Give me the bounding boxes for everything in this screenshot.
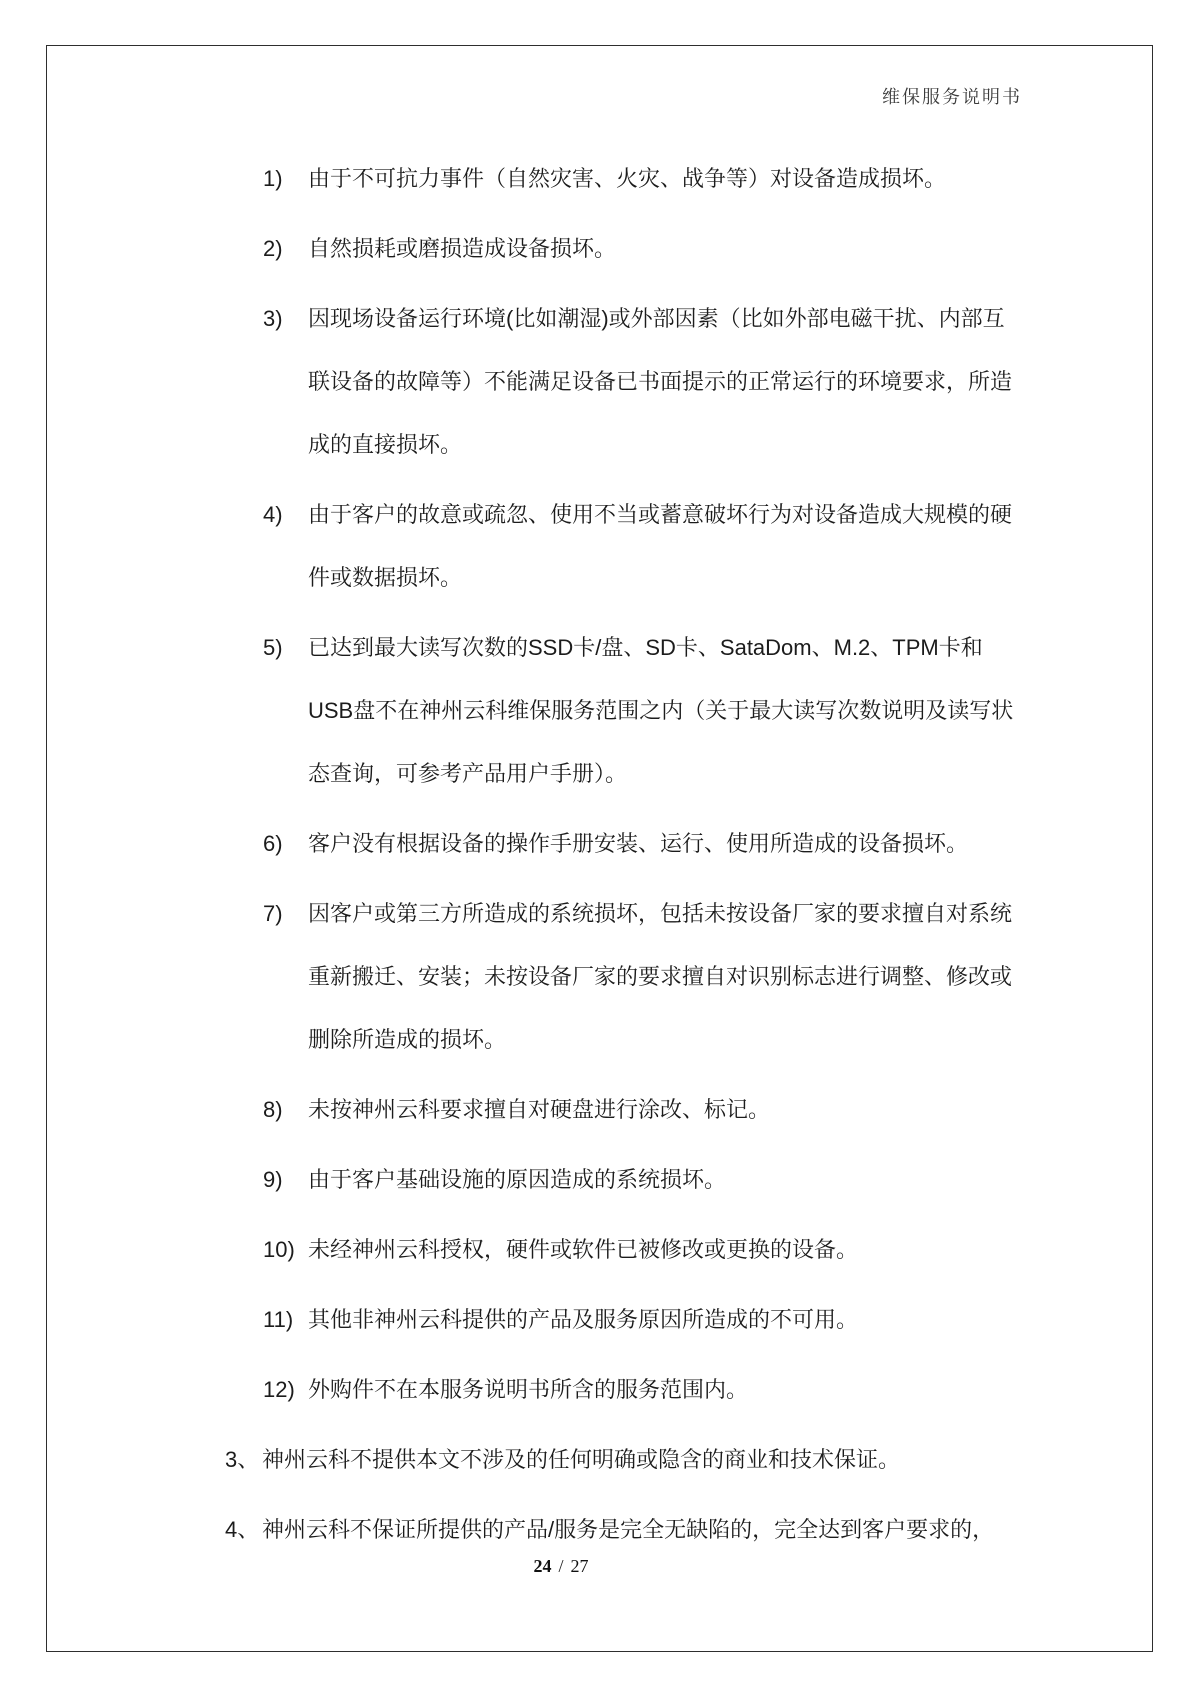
list-item-line: 外购件不在本服务说明书所含的服务范围内。: [308, 1377, 749, 1402]
list-item-line: 重新搬迁、安装；未按设备厂家的要求擅自对识别标志进行调整、修改或: [308, 964, 1013, 989]
list-item-marker: 12): [263, 1377, 295, 1402]
list-item: [0, 1148, 1200, 1211]
list-item-marker: 3): [263, 306, 283, 331]
list-item-line: 因现场设备运行环境(比如潮湿)或外部因素（比如外部电磁干扰、内部互: [308, 306, 1005, 331]
list-item: [0, 882, 1200, 1071]
list-item-marker: 10): [263, 1237, 295, 1262]
list-item-line: 联设备的故障等）不能满足设备已书面提示的正常运行的环境要求，所造: [308, 369, 1013, 394]
list-item-line: 未按神州云科要求擅自对硬盘进行涂改、标记。: [308, 1097, 771, 1122]
list-item: [0, 1358, 1200, 1421]
list-item-line: 神州云科不保证所提供的产品/服务是完全无缺陷的，完全达到客户要求的，: [262, 1517, 995, 1542]
list-item-line: 客户没有根据设备的操作手册安装、运行、使用所造成的设备损坏。: [308, 831, 969, 856]
list-item-line: 由于客户的故意或疏忽、使用不当或蓄意破坏行为对设备造成大规模的硬: [308, 502, 1013, 527]
list-item-marker: 11): [263, 1307, 294, 1332]
list-item: [0, 1218, 1200, 1281]
list-item: [0, 147, 1200, 210]
page-header-title: 维保服务说明书: [882, 87, 1022, 107]
list-item: [0, 287, 1200, 476]
list-item-marker: 7): [263, 901, 283, 926]
document-body-list: [0, 147, 1200, 1568]
list-item-marker: 3、: [225, 1447, 260, 1472]
current-page-number: 24: [533, 1556, 552, 1576]
list-item: [0, 483, 1200, 609]
list-item-marker: 4、: [225, 1517, 260, 1542]
list-item: [0, 812, 1200, 875]
list-item: [0, 1078, 1200, 1141]
list-item-line: 已达到最大读写次数的SSD卡/盘、SD卡、SataDom、M.2、TPM卡和: [308, 635, 983, 660]
list-item-marker: 8): [263, 1097, 283, 1122]
list-item-line: 未经神州云科授权，硬件或软件已被修改或更换的设备。: [308, 1237, 859, 1262]
total-page-number: 27: [570, 1556, 589, 1576]
list-item: [0, 1498, 1200, 1561]
list-item-marker: 6): [263, 831, 283, 856]
page-number-separator: /: [558, 1556, 564, 1576]
list-item: [0, 616, 1200, 805]
page-footer: [0, 1556, 1122, 1577]
list-item: [0, 1428, 1200, 1491]
list-item-line: USB盘不在神州云科维保服务范围之内（关于最大读写次数说明及读写状: [308, 698, 1014, 723]
list-item: [0, 1288, 1200, 1351]
list-item-line: 神州云科不提供本文不涉及的任何明确或隐含的商业和技术保证。: [262, 1447, 901, 1472]
list-item-marker: 4): [263, 502, 283, 527]
list-item-marker: 9): [263, 1167, 283, 1192]
list-item-line: 自然损耗或磨损造成设备损坏。: [308, 236, 617, 261]
list-item: [0, 217, 1200, 280]
list-item-line: 删除所造成的损坏。: [308, 1027, 507, 1052]
list-item-line: 成的直接损坏。: [308, 432, 463, 457]
list-item-marker: 2): [263, 236, 283, 261]
list-item-line: 件或数据损坏。: [308, 565, 463, 590]
list-item-line: 态查询，可参考产品用户手册）。: [308, 761, 628, 786]
list-item-line: 由于客户基础设施的原因造成的系统损坏。: [308, 1167, 727, 1192]
list-item-marker: 5): [263, 635, 283, 660]
list-item-line: 由于不可抗力事件（自然灾害、火灾、战争等）对设备造成损坏。: [308, 166, 947, 191]
list-item-marker: 1): [263, 166, 283, 191]
list-item-line: 因客户或第三方所造成的系统损坏，包括未按设备厂家的要求擅自对系统: [308, 901, 1013, 926]
list-item-line: 其他非神州云科提供的产品及服务原因所造成的不可用。: [308, 1307, 859, 1332]
